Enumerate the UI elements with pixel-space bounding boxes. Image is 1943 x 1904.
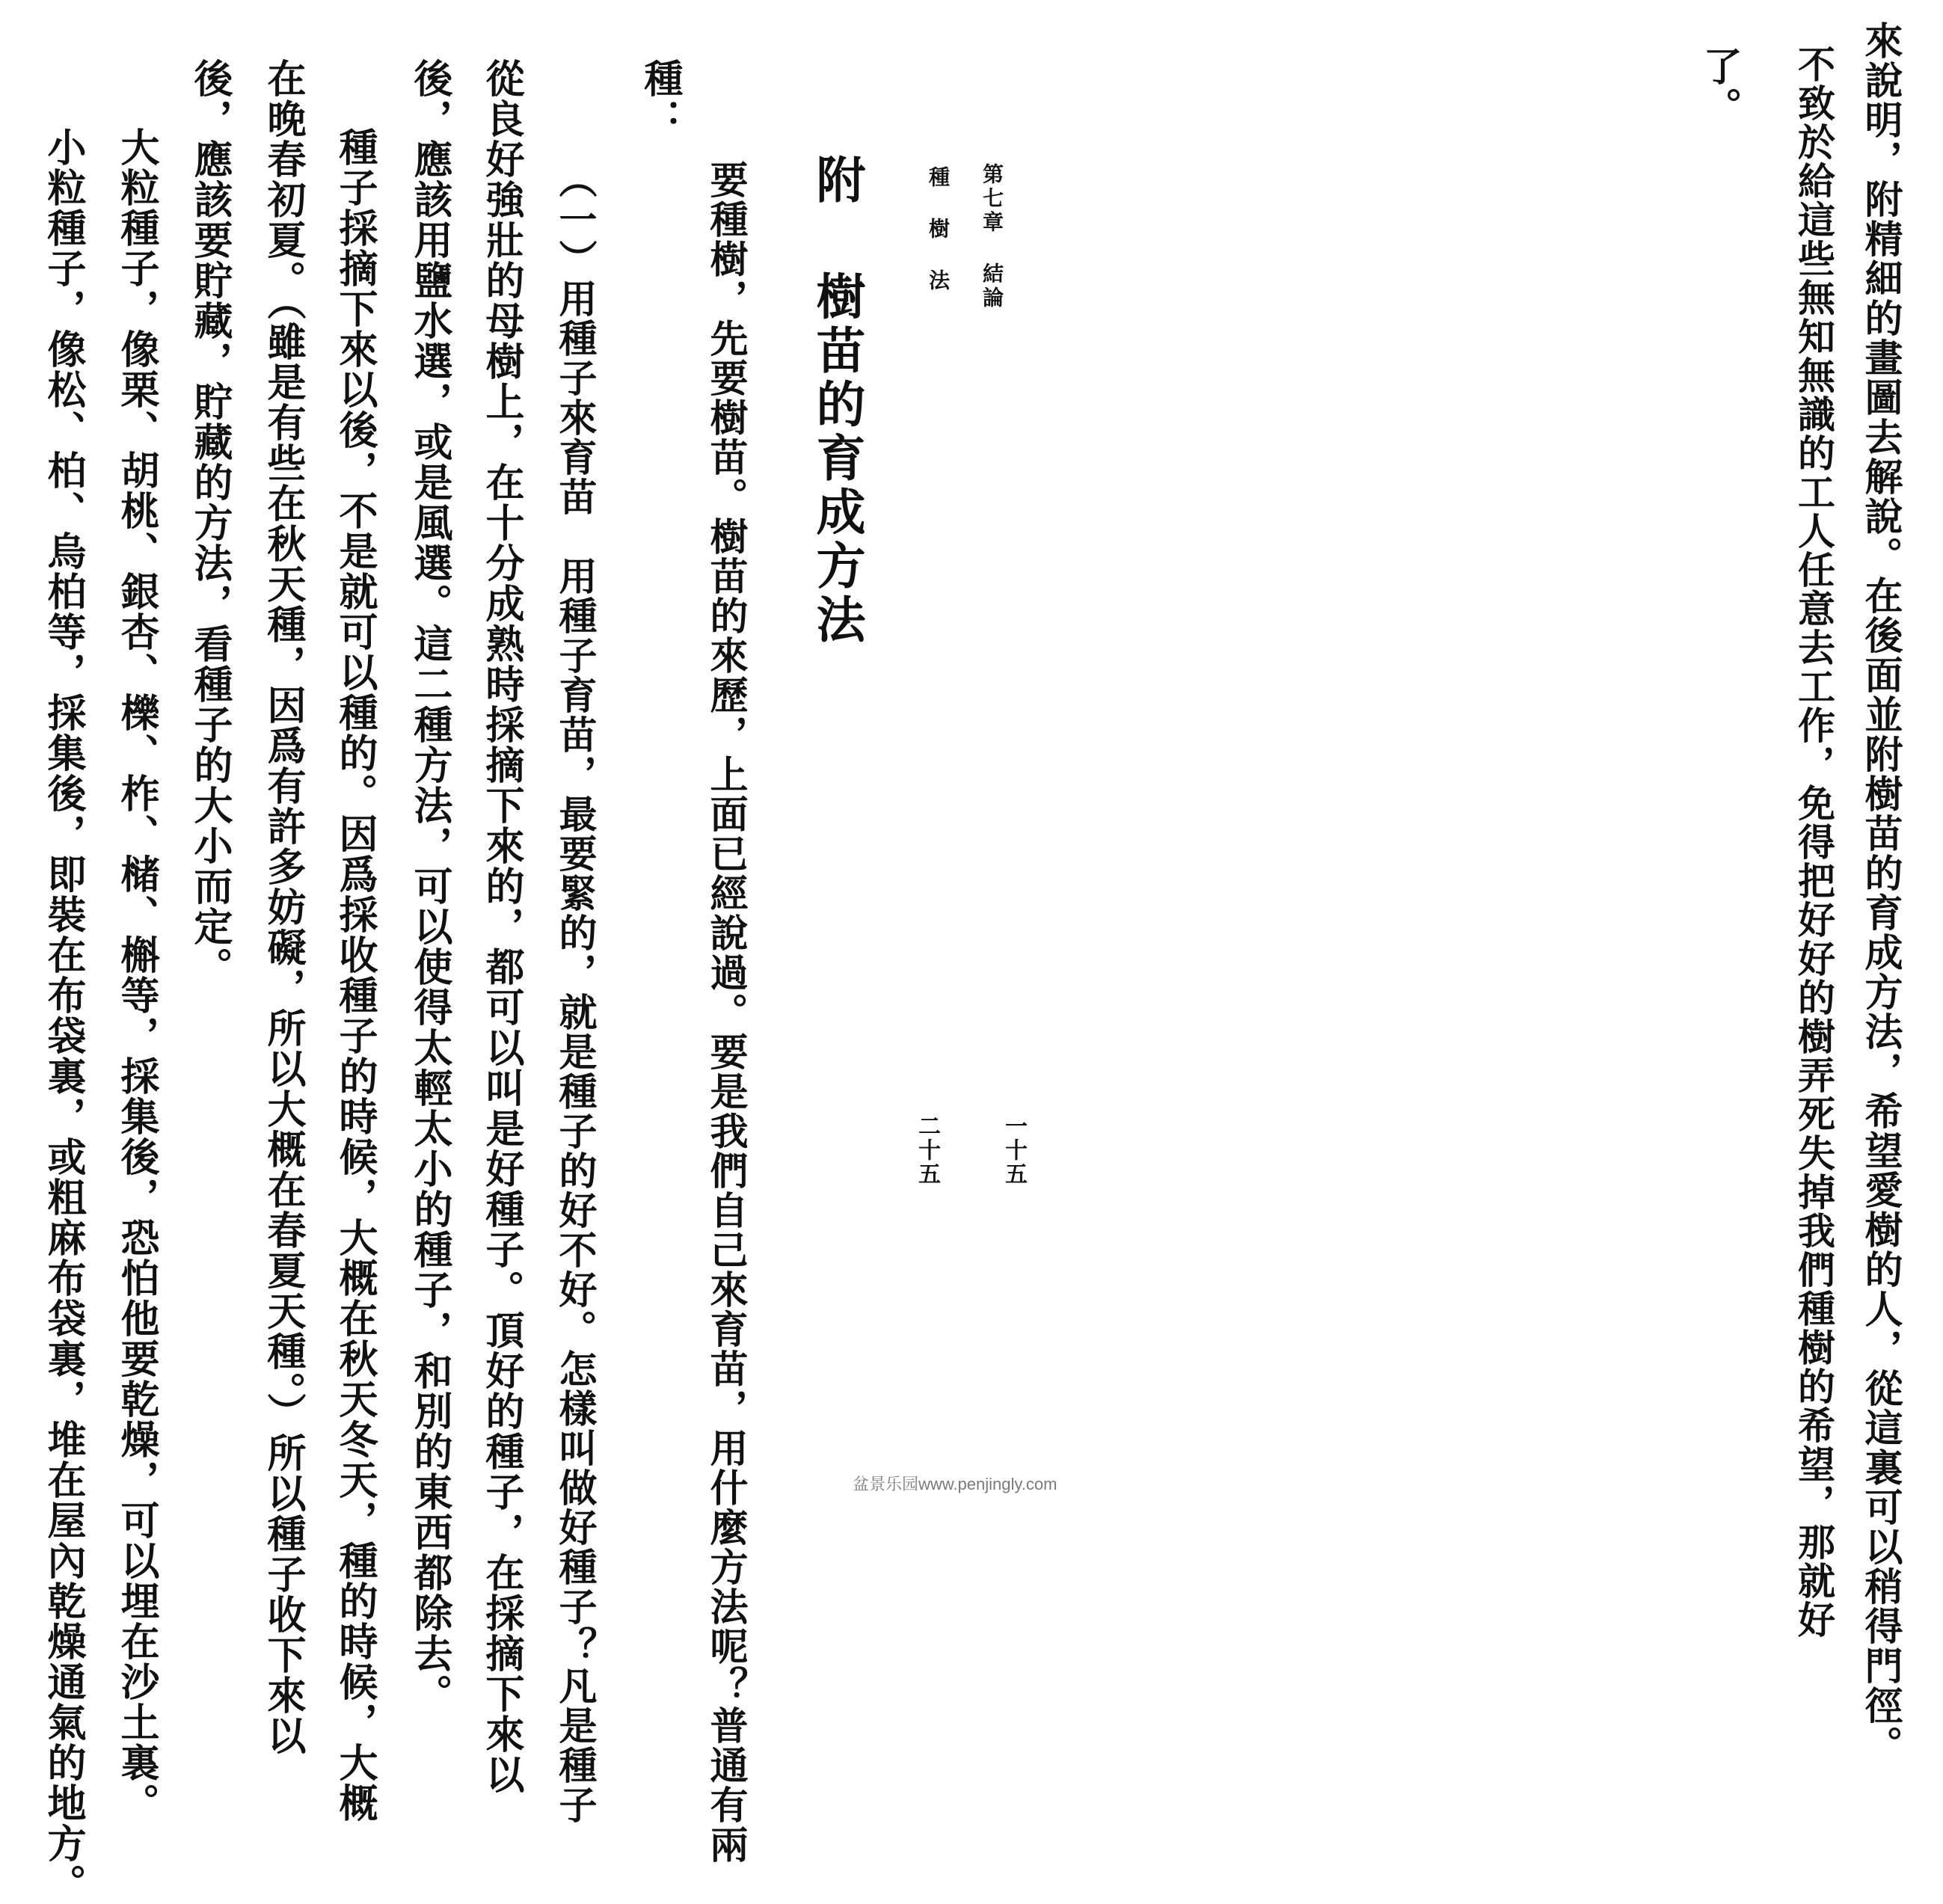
left-text-line-7: 在晚春初夏。（雖是有些在秋天種，因爲有許多妨礙，所以大概在春夏天種。）所以種子收下來以 <box>260 58 306 1756</box>
section-title: 附 樹苗的育成方法 <box>808 154 866 648</box>
left-text-line-9: 大粒種子，像栗、胡桃、銀杏、櫟、柞、槠、槲等，採集後，恐怕他要乾燥，可以埋在沙土裏。 <box>114 127 159 1823</box>
left-text-line-4: 從良好強壯的母樹上，在十分成熟時採摘下來的，都可以叫是好種子。頂好的種子，在採摘下來以 <box>479 58 524 1795</box>
watermark: 盆景乐园www.penjingly.com <box>853 1475 1058 1493</box>
right-text-line-1: 來說明，附精細的畫圖去解說。在後面並附樹苗的育成方法，希望愛樹的人，從這裏可以稍得門徑。 <box>1858 21 1903 1765</box>
right-text-line-2: 不致於給這些無知無識的工人任意去工作，免得把好好的樹弄死失掉我們種樹的希望，那就好 <box>1792 45 1836 1639</box>
left-text-line-6: 種子採摘下來以後，不是就可以種的。因爲採收種子的時候，大概在秋天冬天，種的時候，大概 <box>332 127 378 1823</box>
page-number-top: 一十五 <box>1001 1114 1027 1186</box>
right-text-line-3: 了。 <box>1696 46 1742 127</box>
left-text-line-3: （一）用種子來育苗 用種子育苗，最要緊的，就是種子的好不好。怎樣叫做好種子？凡是種子 <box>552 160 597 1825</box>
left-text-line-5: 後，應該用鹽水選，或是風選。這二種方法，可以使得太輕太小的種子，和別的東西都除去。 <box>407 58 452 1714</box>
left-text-line-1: 要種樹，先要樹苗。樹苗的來歷，上面已經說過。要是我們自己來育苗，用什麼方法呢？普通有兩 <box>703 160 748 1864</box>
left-text-line-8: 後，應該要貯藏，貯藏的方法，看種子的大小而定。 <box>187 58 233 987</box>
page-number-bottom: 二十五 <box>914 1114 940 1186</box>
running-head-chapter: 第七章 結論 <box>980 163 1004 310</box>
running-head-section: 種 樹 法 <box>926 166 951 293</box>
left-text-line-2: 種： <box>637 58 683 139</box>
left-text-line-10: 小粒種子，像松、柏、烏柏等，採集後，即裝在布袋裏，或粗麻布袋裏，堆在屋內乾燥通氣的地方。 <box>40 127 86 1904</box>
